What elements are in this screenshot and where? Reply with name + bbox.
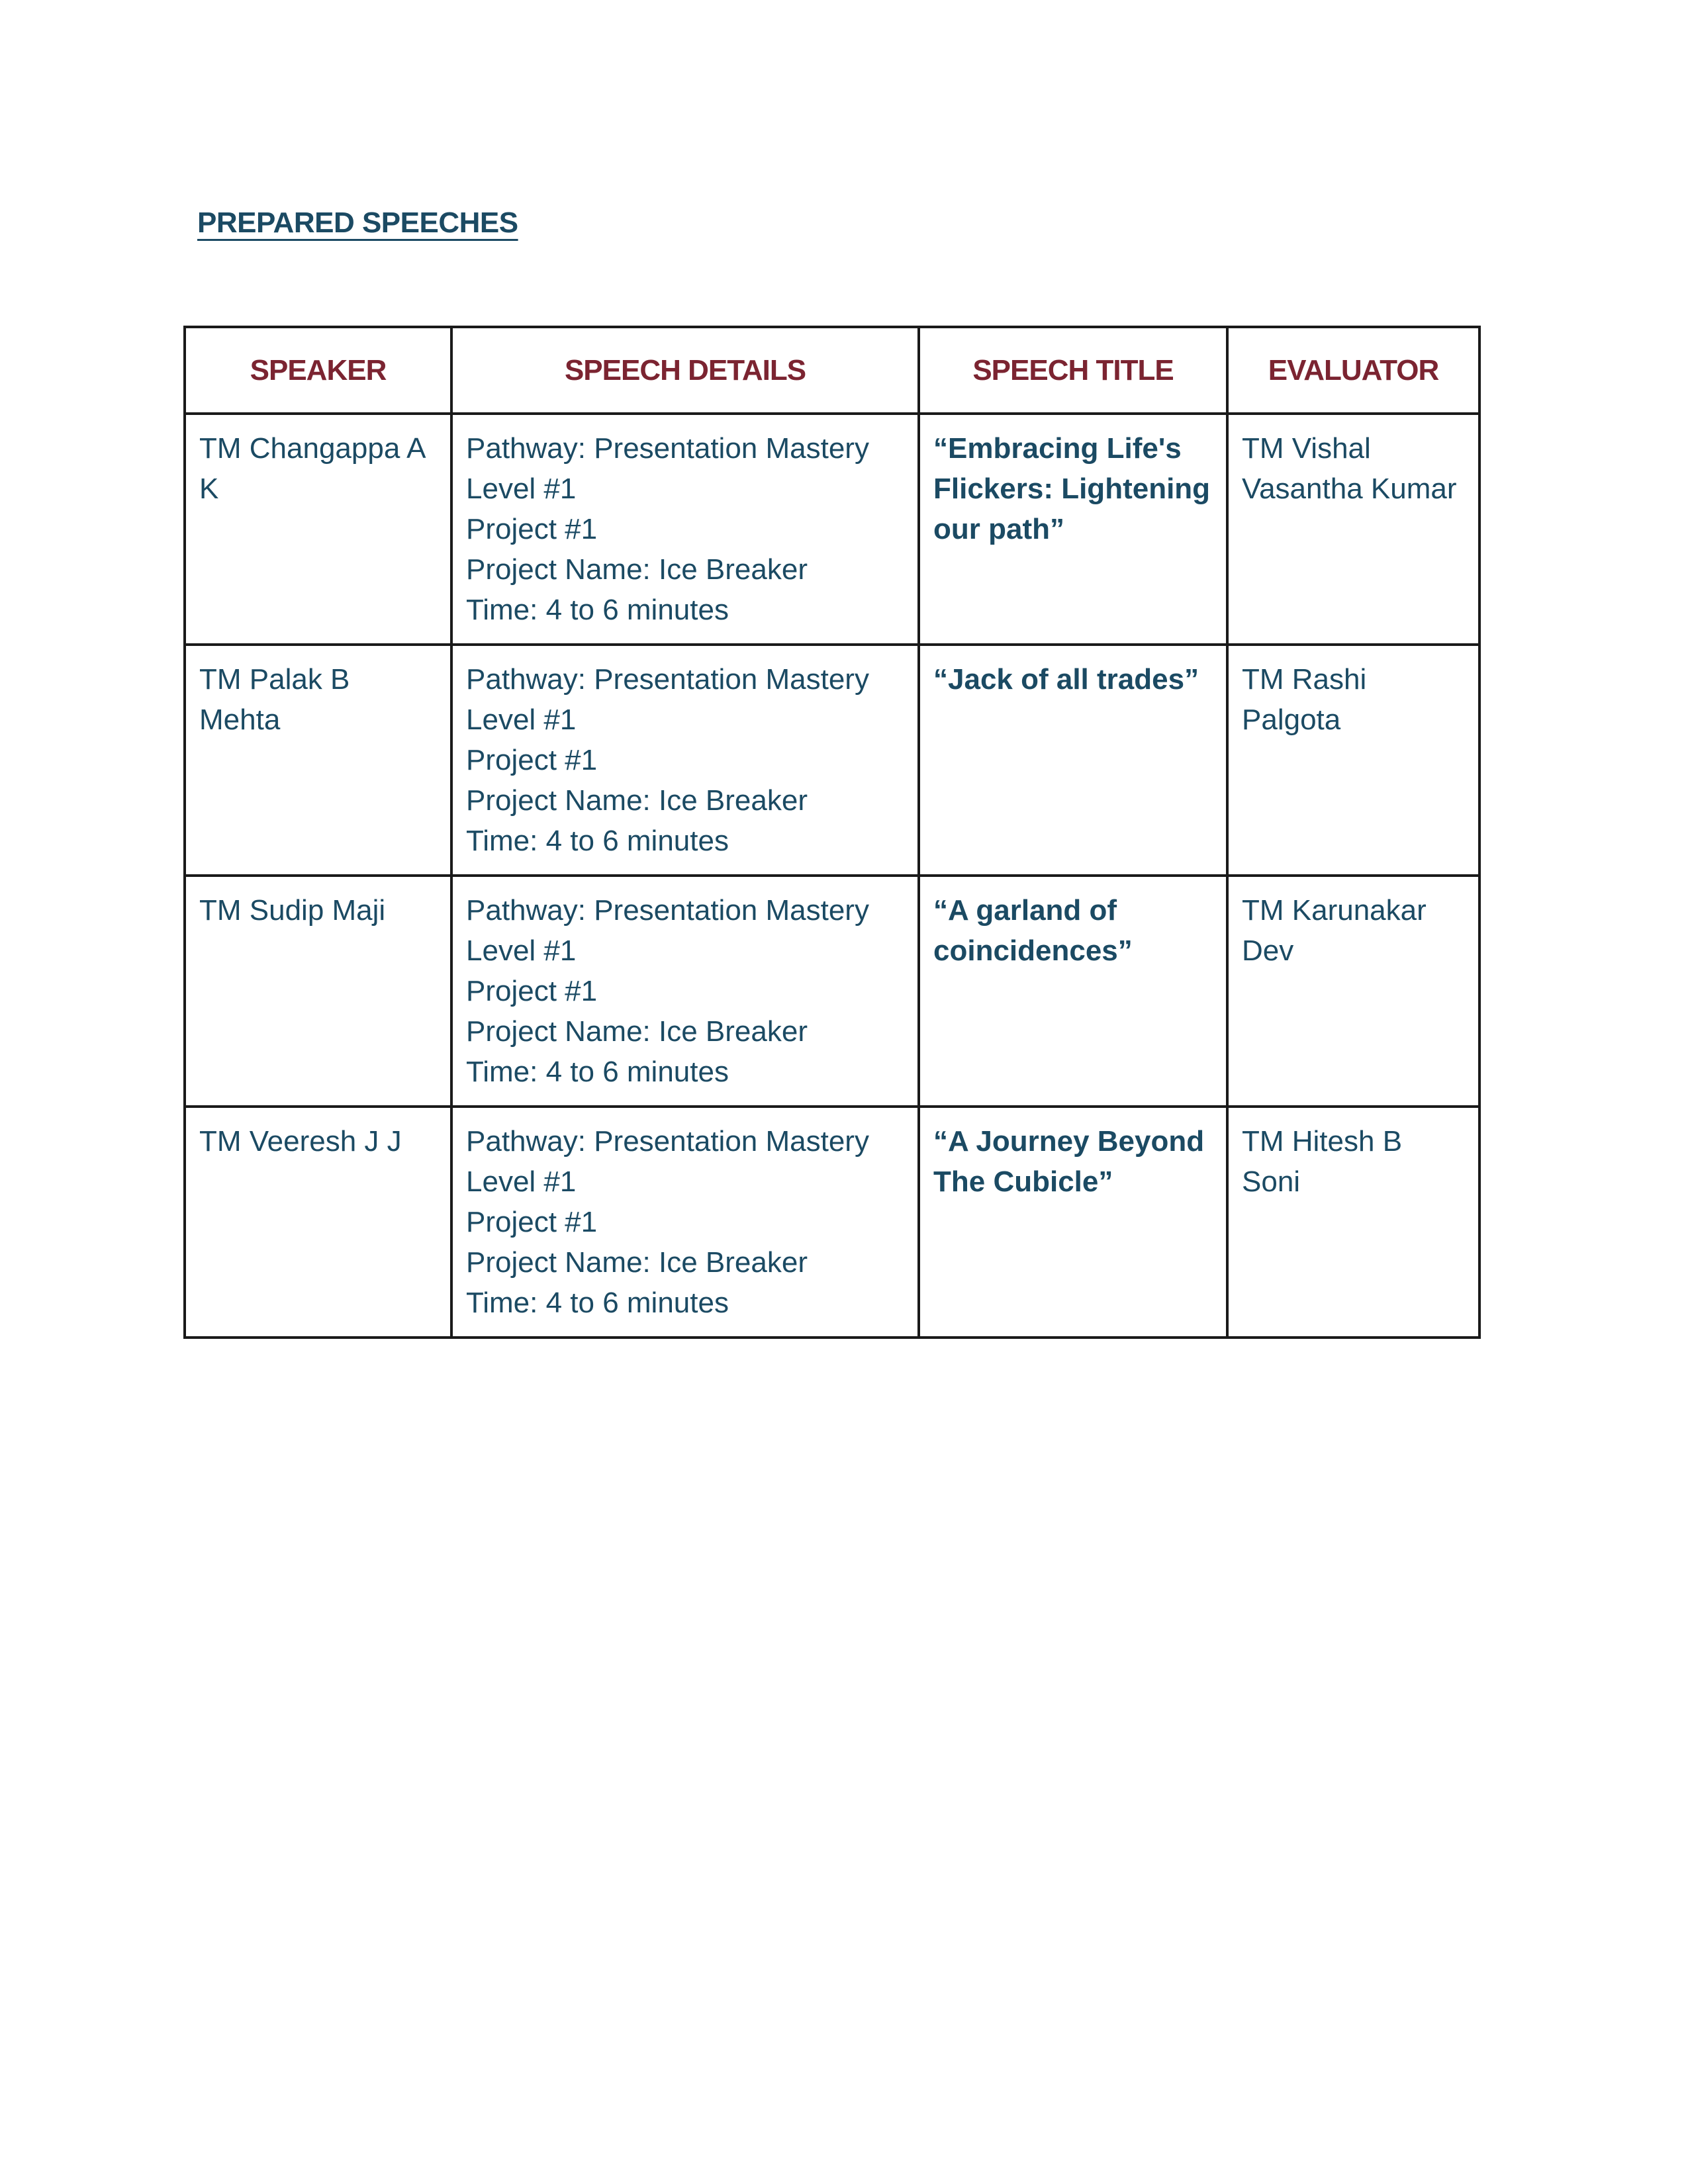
speech-details-cell xyxy=(451,414,919,645)
speech-details-cell xyxy=(451,645,919,876)
detail-project-name: Project Name: Ice Breaker xyxy=(466,1015,808,1048)
speech-title-cell: “A Journey Beyond The Cubicle” xyxy=(919,1107,1227,1338)
header-speech-title: SPEECH TITLE xyxy=(919,327,1227,414)
detail-project: Project #1 xyxy=(466,513,598,545)
table-row xyxy=(185,414,1479,645)
speech-details-cell xyxy=(451,1107,919,1338)
detail-pathway: Pathway: Presentation Mastery xyxy=(466,663,869,696)
detail-time: Time: 4 to 6 minutes xyxy=(466,825,729,857)
table-header-row xyxy=(185,327,1479,414)
detail-project-name: Project Name: Ice Breaker xyxy=(466,1246,808,1279)
detail-time: Time: 4 to 6 minutes xyxy=(466,1056,729,1088)
speech-title-cell: “Embracing Life's Flickers: Lightening our path” xyxy=(919,414,1227,645)
detail-pathway: Pathway: Presentation Mastery xyxy=(466,432,869,465)
detail-level: Level #1 xyxy=(466,1165,577,1198)
detail-project: Project #1 xyxy=(466,744,598,776)
table-row xyxy=(185,645,1479,876)
evaluator-cell: TM Karunakar Dev xyxy=(1227,876,1479,1107)
evaluator-cell: TM Rashi Palgota xyxy=(1227,645,1479,876)
detail-level: Level #1 xyxy=(466,473,577,505)
detail-pathway: Pathway: Presentation Mastery xyxy=(466,1125,869,1158)
page-title: PREPARED SPEECHES xyxy=(197,206,518,239)
detail-time: Time: 4 to 6 minutes xyxy=(466,1287,729,1319)
speech-details-cell xyxy=(451,876,919,1107)
speech-title-cell: “A garland of coincidences” xyxy=(919,876,1227,1107)
table-row xyxy=(185,1107,1479,1338)
speaker-cell: TM Changappa A K xyxy=(185,414,451,645)
speaker-cell: TM Sudip Maji xyxy=(185,876,451,1107)
header-speech-details: SPEECH DETAILS xyxy=(451,327,919,414)
speech-title-cell: “Jack of all trades” xyxy=(919,645,1227,876)
evaluator-cell: TM Vishal Vasantha Kumar xyxy=(1227,414,1479,645)
detail-time: Time: 4 to 6 minutes xyxy=(466,594,729,626)
evaluator-cell: TM Hitesh B Soni xyxy=(1227,1107,1479,1338)
detail-project: Project #1 xyxy=(466,975,598,1007)
speaker-cell: TM Veeresh J J xyxy=(185,1107,451,1338)
detail-level: Level #1 xyxy=(466,704,577,736)
detail-project-name: Project Name: Ice Breaker xyxy=(466,553,808,586)
header-evaluator: EVALUATOR xyxy=(1227,327,1479,414)
speaker-cell: TM Palak B Mehta xyxy=(185,645,451,876)
prepared-speeches-table xyxy=(183,326,1481,1339)
detail-pathway: Pathway: Presentation Mastery xyxy=(466,894,869,927)
header-speaker: SPEAKER xyxy=(185,327,451,414)
detail-level: Level #1 xyxy=(466,934,577,967)
detail-project-name: Project Name: Ice Breaker xyxy=(466,784,808,817)
detail-project: Project #1 xyxy=(466,1206,598,1238)
table-row xyxy=(185,876,1479,1107)
